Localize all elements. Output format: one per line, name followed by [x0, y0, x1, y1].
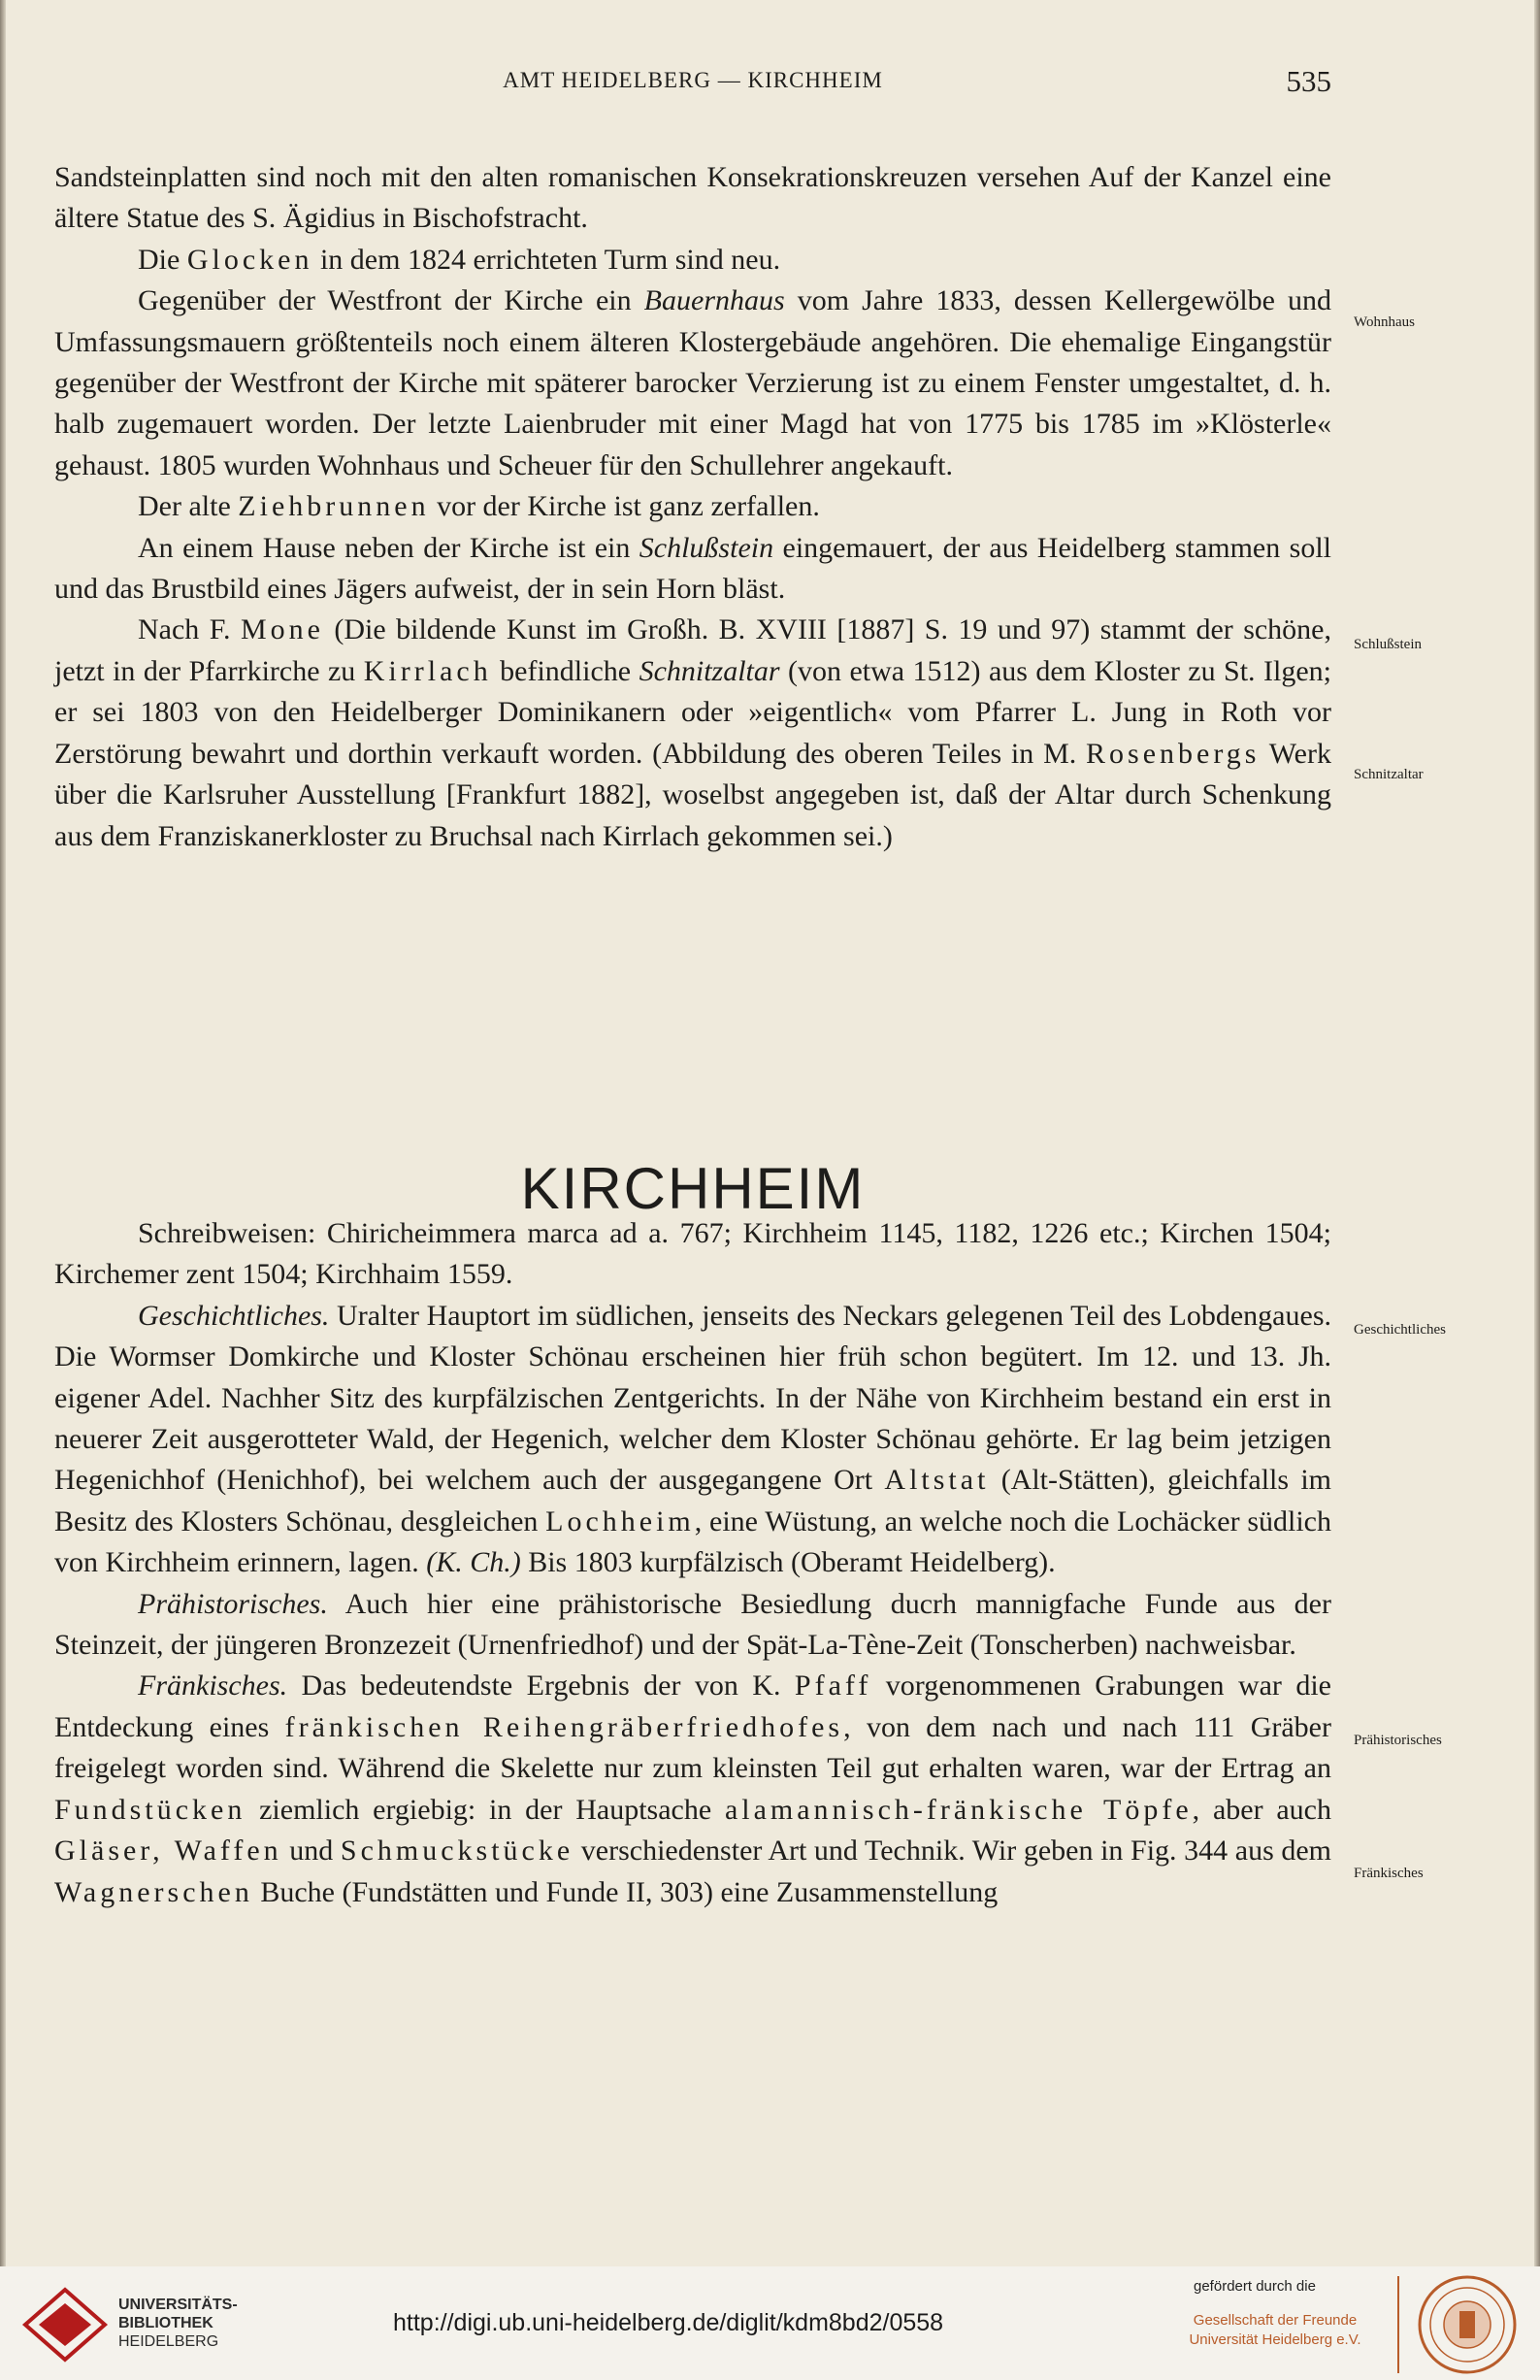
- margin-note-geschichtliches: Geschichtliches: [1354, 1322, 1446, 1338]
- section-paragraph-1: Schreibweisen: Chiricheimmera marca ad a. 767; Kirchheim 1145, 1182, 1226 etc.; Kirchen 1504; Kirchemer zent 1504; Kirchhaim 1559.: [54, 1217, 1331, 1291]
- margin-note-wohnhaus: Wohnhaus: [1354, 314, 1415, 330]
- sponsor-name-line: Universität Heidelberg e.V.: [1189, 2331, 1361, 2348]
- text-run: , aber auch: [1192, 1793, 1331, 1826]
- text-run: in dem 1824 errichteten Turm sind neu.: [312, 243, 781, 276]
- paragraph-1: Sandsteinplatten sind noch mit den alten romanischen Konsekrationskreuzen versehen Auf der Kanzel eine ältere Statue des S. Ägidius in Bischofstracht.: [54, 161, 1331, 235]
- text-run: Uralter Hauptort im südlichen, jenseits des Neckars gelegenen Teil des Lobdengaues. Die Wormser Domkirche und Kloster Schönau erscheinen hier früh schon begütert. Im 12. und 13. Jh. eigener Adel. Nachher Sitz des kurpfälzischen Zentgerichts. In der Nähe von Kirchheim bestand ein erst in neuerer Zeit ausgerotteter Wald, der Hegenich, welcher dem Kloster Schönau gehörte. Er lag beim jetzigen Hegenichhof (Henichhof), bei welchem auch der ausgegangene Ort: [54, 1299, 1331, 1497]
- text-run: An einem Hause neben der Kirche ist ein: [138, 531, 639, 564]
- digitization-footer: [0, 2266, 1540, 2380]
- page-number: 535: [1286, 64, 1331, 98]
- text-run: (Die bildende Kunst im Großh. B. XVIII [1887] S. 19 und 97) stammt der schöne, jetzt in der Pfarrkirche zu: [54, 613, 1332, 687]
- library-name: [118, 2296, 238, 2351]
- sponsor-name-line: Gesellschaft der Freunde: [1193, 2312, 1358, 2329]
- spaced-term: Ziehbrunnen: [238, 490, 430, 523]
- spaced-term: Pfaff: [794, 1669, 872, 1702]
- spaced-term: Glocken: [186, 243, 313, 276]
- paragraph-2: [54, 240, 1331, 281]
- spaced-term: Wagnerschen: [54, 1875, 253, 1908]
- italic-term: Fränkisches.: [138, 1669, 288, 1702]
- footer-divider: [1397, 2276, 1399, 2373]
- margin-note-frankisches: Fränkisches: [1354, 1866, 1424, 1881]
- spaced-term: fränkischen Reihengräberfriedhofes: [284, 1710, 844, 1743]
- text-run: Werk über die Karlsruher Ausstellung [Frankfurt 1882], woselbst angegeben ist, daß der Altar durch Schenkung aus dem Franziskanerkloster zu Bruchsal nach Kirrlach gekommen sei.): [54, 737, 1331, 852]
- paragraph-6: [54, 610, 1331, 856]
- text-run: eingemauert, der aus Heidelberg stammen soll und das Brustbild eines Jägers aufweist, der in sein Horn bläst.: [54, 531, 1331, 606]
- section-heading: KIRCHHEIM: [520, 1156, 866, 1222]
- spaced-term: Mone: [240, 613, 324, 646]
- page-edge-left: [0, 0, 6, 2266]
- italic-term: Schlußstein: [639, 531, 774, 564]
- body-text-section: [54, 1213, 1331, 1913]
- spaced-term: Gläser, Waffen: [54, 1835, 282, 1868]
- library-name-line: HEIDELBERG: [118, 2333, 219, 2350]
- page-edge-right: [1534, 0, 1540, 2266]
- text-run: Der alte: [138, 490, 239, 523]
- text-run: Auch hier eine prähistorische Besiedlung ducrh mannigfache Funde aus der Steinzeit, der jüngeren Bronzezeit (Urnenfriedhof) und der Spät-La-Tène-Zeit (Tonscherben) nachweisbar.: [54, 1587, 1331, 1662]
- text-run: (von etwa 1512) aus dem Kloster zu St. Ilgen; er sei 1803 von den Heidelberger Dominikanern oder »eigentlich« vom Pfarrer L. Jung in Roth vor Zerstörung bewahrt und dorthin verkauft worden. (Abbildung des oberen Teiles in M.: [54, 654, 1331, 770]
- text-run: verschiedenster Art und Technik. Wir geben in Fig. 344 aus dem: [573, 1835, 1332, 1868]
- italic-term: Prähistorisches.: [138, 1587, 328, 1620]
- library-name-line: UNIVERSITÄTS-: [118, 2297, 238, 2313]
- text-run: (Alt-Stätten), gleichfalls im Besitz des Klosters Schönau, desgleichen: [54, 1464, 1331, 1537]
- italic-term: Bauernhaus: [643, 284, 785, 317]
- running-header: [54, 64, 1331, 107]
- library-logo-icon: [21, 2286, 109, 2363]
- library-name-line: BIBLIOTHEK: [118, 2315, 213, 2331]
- text-run: , eine Wüstung, an welche noch die Lochäcker südlich von Kirchheim erinnern, lagen.: [54, 1504, 1331, 1579]
- university-seal-icon: [1417, 2274, 1518, 2375]
- italic-term: Geschichtliches.: [138, 1299, 330, 1332]
- text-run: ziemlich ergiebig: in der Hauptsache: [246, 1793, 725, 1826]
- paragraph-3: [54, 281, 1331, 486]
- header-title: AMT HEIDELBERG — KIRCHHEIM: [503, 68, 883, 92]
- section-paragraph-3: [54, 1584, 1331, 1667]
- text-run: Nach F.: [138, 613, 241, 646]
- italic-term: (K. Ch.): [426, 1546, 521, 1579]
- spaced-term: Altstat: [884, 1464, 990, 1497]
- text-run: Gegenüber der Westfront der Kirche ein: [138, 284, 644, 317]
- section-paragraph-4: [54, 1666, 1331, 1912]
- spaced-term: Lochheim: [545, 1504, 695, 1537]
- text-run: und: [281, 1835, 341, 1868]
- text-run: vorgenommenen Grabungen war die Entdeckung eines: [54, 1669, 1331, 1743]
- text-run: Die: [138, 243, 187, 276]
- text-run: vor der Kirche ist ganz zerfallen.: [429, 490, 820, 523]
- text-run: vom Jahre 1833, dessen Kellergewölbe und Umfassungsmauern größtenteils noch einem älteren Klostergebäude angehören. Die ehemalige Eingangstür gegenüber der Westfront der Kirche mit späterer barocker Verzierung ist zu einem Fenster umgestaltet, d. h. halb zugemauert worden. Der letzte Laienbruder mit einer Magd hat von 1775 bis 1785 im »Klösterle« gehaust. 1805 wurden Wohnhaus und Scheuer für den Schullehrer angekauft.: [54, 284, 1331, 481]
- spaced-term: Kirrlach: [363, 654, 492, 687]
- text-run: Das bedeutendste Ergebnis der von K.: [287, 1669, 795, 1702]
- body-text-top: [54, 157, 1331, 857]
- text-run: , von dem nach und nach 111 Gräber freigelegt worden sind. Während die Skelette nur zum kleinsten Teil gut erhalten waren, war der Ertrag an: [54, 1710, 1331, 1785]
- paragraph-5: [54, 528, 1331, 611]
- spaced-term: Rosenbergs: [1086, 737, 1261, 770]
- text-run: Buche (Fundstätten und Funde II, 303) eine Zusammenstellung: [252, 1875, 999, 1908]
- margin-note-prahistorisches: Prähistorisches: [1354, 1733, 1442, 1748]
- spaced-term: Schmuckstücke: [340, 1835, 574, 1868]
- sponsor-name: [1178, 2311, 1372, 2350]
- text-run: Bis 1803 kurpfälzisch (Oberamt Heidelberg).: [520, 1546, 1056, 1579]
- margin-note-schnitzaltar: Schnitzaltar: [1354, 767, 1424, 782]
- text-run: befindliche: [491, 654, 639, 687]
- spaced-term: Fundstücken: [54, 1793, 246, 1826]
- paragraph-4: [54, 486, 1331, 527]
- section-paragraph-2: [54, 1296, 1331, 1584]
- source-url-link[interactable]: http://digi.ub.uni-heidelberg.de/diglit/kdm8bd2/0558: [393, 2309, 944, 2336]
- margin-note-schlussstein: Schlußstein: [1354, 637, 1422, 652]
- italic-term: Schnitzaltar: [639, 654, 780, 687]
- spaced-term: alamannisch-fränkische Töpfe: [724, 1793, 1193, 1826]
- funded-by-label: gefördert durch die: [1194, 2278, 1316, 2295]
